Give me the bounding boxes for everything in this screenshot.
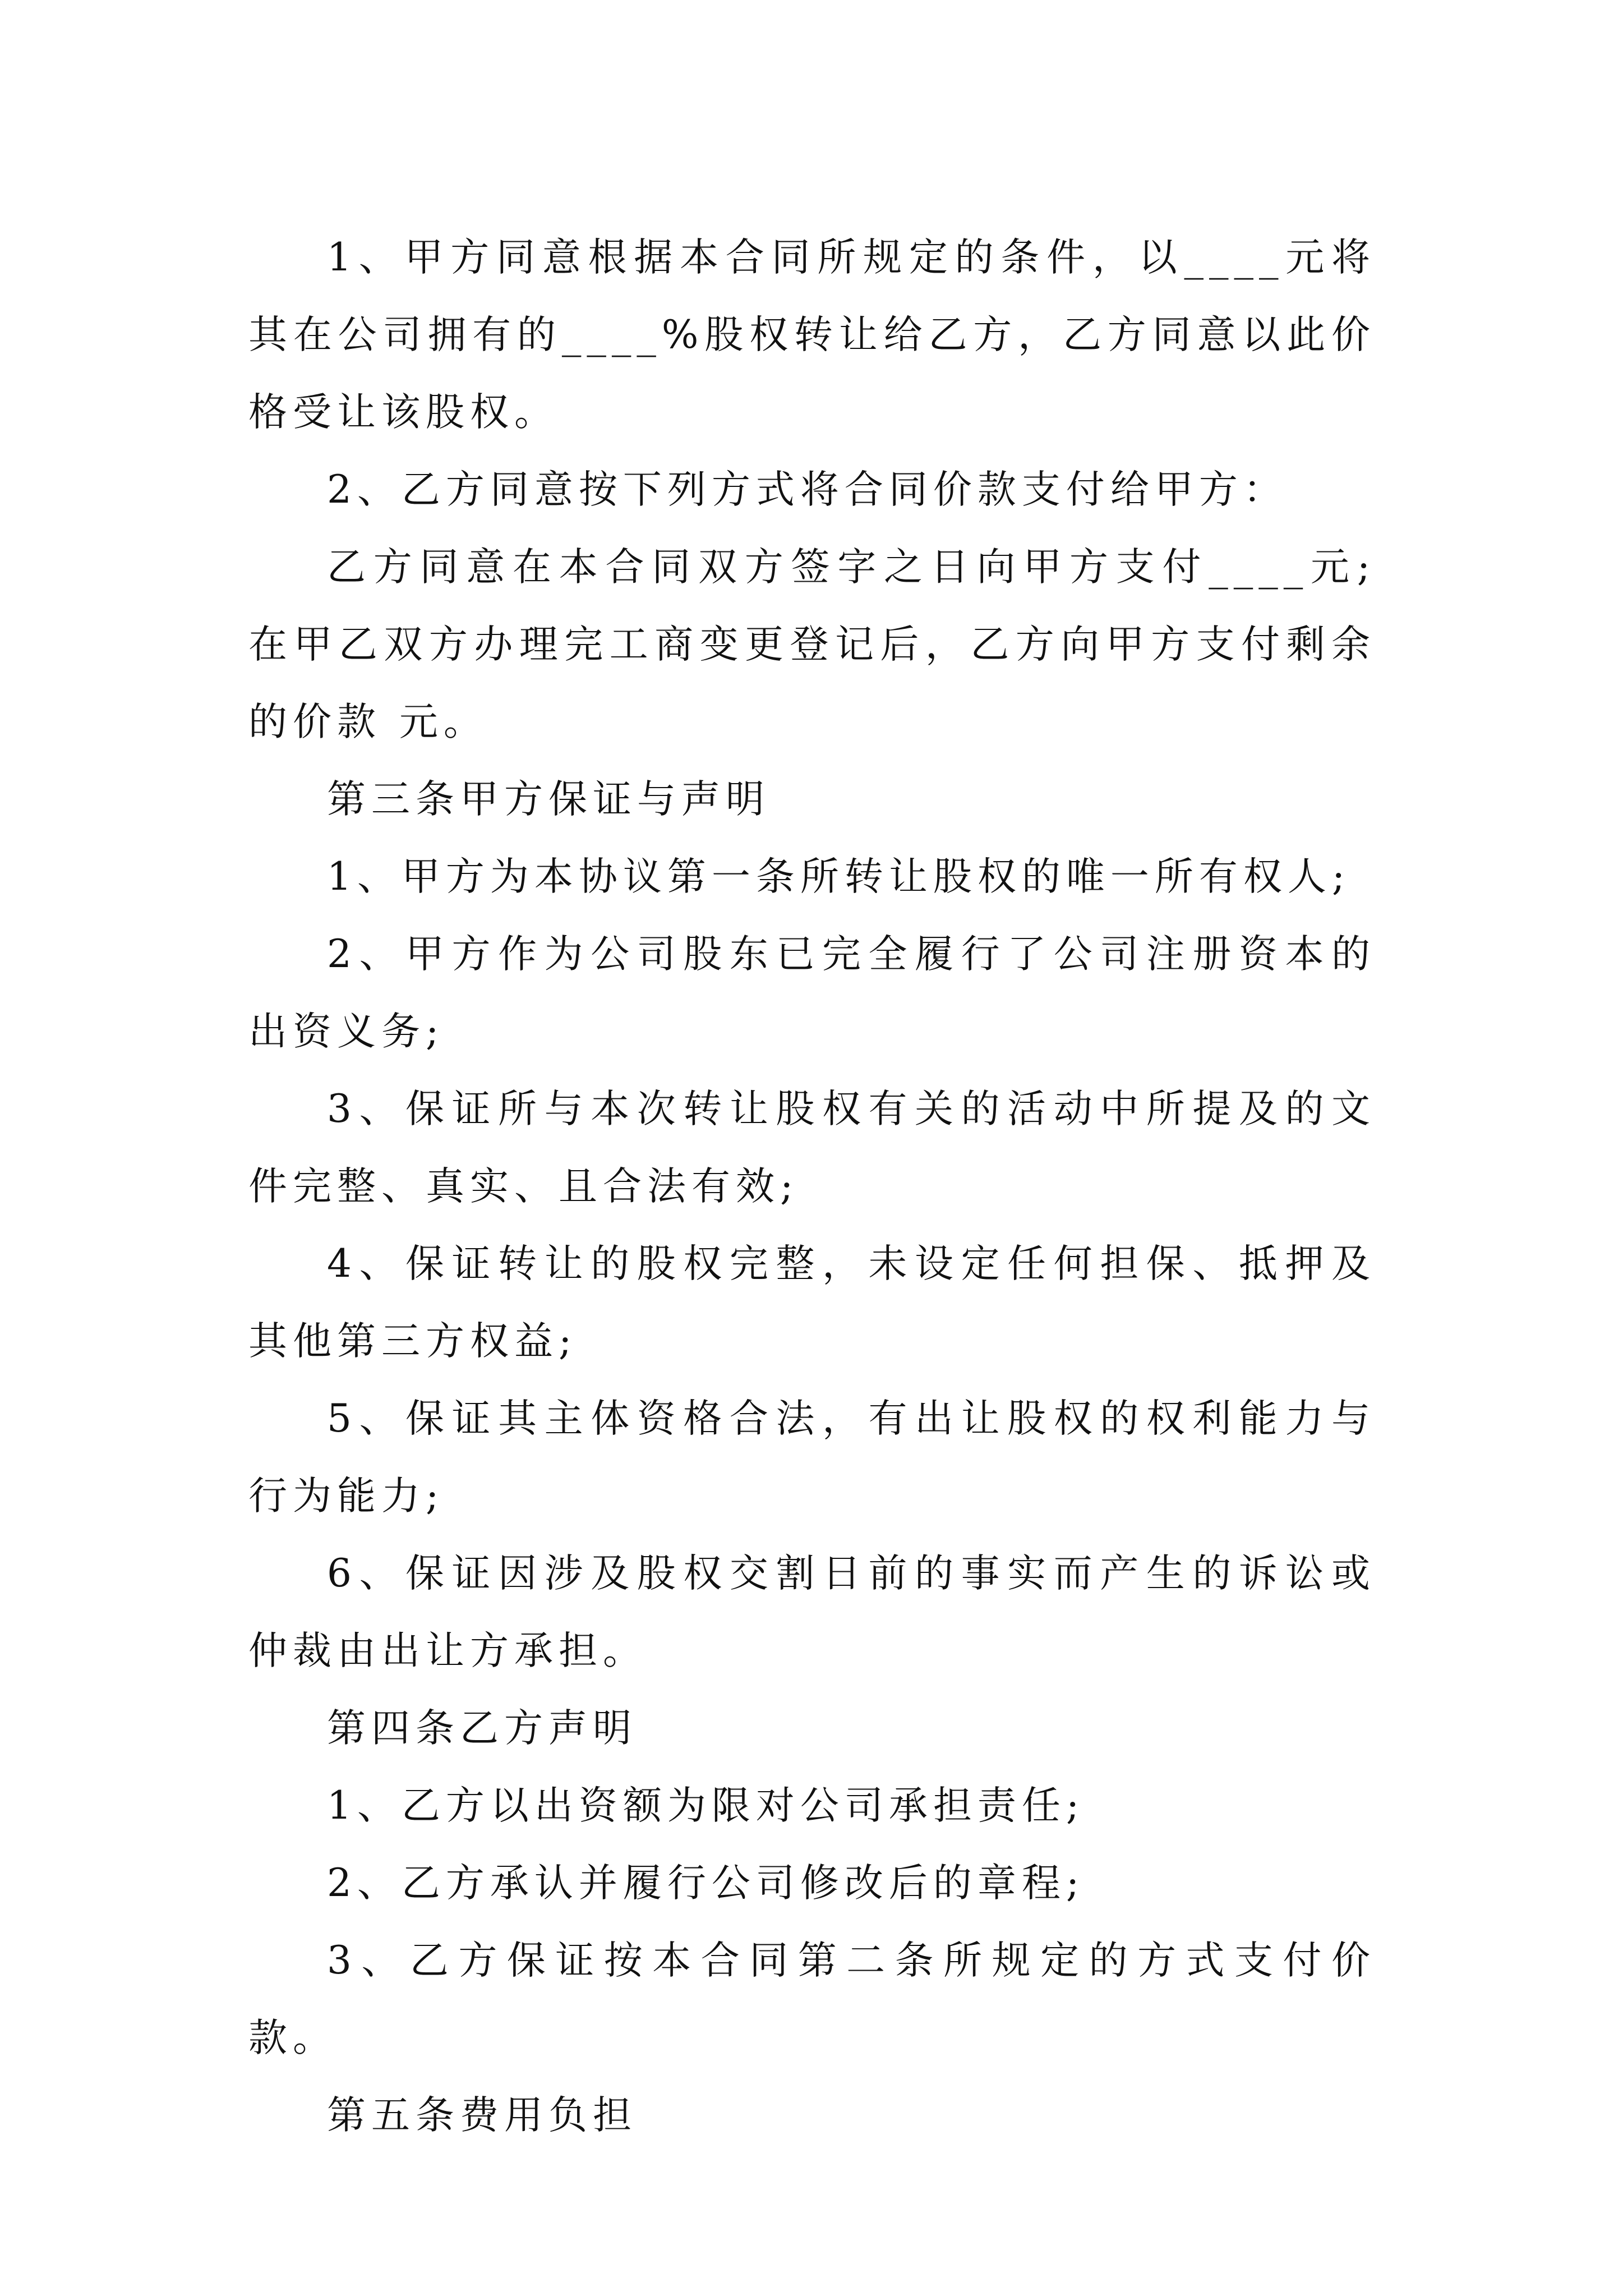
paragraph-transfer-price: 1、甲方同意根据本合同所规定的条件，以____元将其在公司拥有的____%股权转让给乙方，乙方同意以此价格受让该股权。 [248,235,1376,435]
paragraph-payment-terms: 乙方同意在本合同双方签字之日向甲方支付____元;在甲乙双方办理完工商变更登记后，乙方向甲方支付剩余的价款 元。 [248,545,1376,744]
clause-4-3: 3、乙方保证按本合同第二条所规定的方式支付价款。 [248,1938,1376,2060]
clause-3-5: 5、保证其主体资格合法，有出让股权的权利能力与行为能力; [248,1396,1376,1519]
clause-3-2: 2、甲方作为公司股东已完全履行了公司注册资本的出资义务; [248,932,1376,1054]
section-heading-article-3: 第三条甲方保证与声明 [327,777,770,822]
section-heading-article-5: 第五条费用负担 [327,2093,637,2138]
section-heading-article-4: 第四条乙方声明 [327,1706,637,1751]
document-body [248,219,1376,2154]
clause-3-3: 3、保证所与本次转让股权有关的活动中所提及的文件完整、真实、且合法有效; [248,1087,1376,1209]
clause-3-6: 6、保证因涉及股权交割日前的事实而产生的诉讼或仲裁由出让方承担。 [248,1551,1376,1673]
clause-4-2: 2、乙方承认并履行公司修改后的章程; [327,1861,1085,1906]
clause-4-1: 1、乙方以出资额为限对公司承担责任; [327,1783,1085,1828]
clause-3-4: 4、保证转让的股权完整，未设定任何担保、抵押及其他第三方权益; [248,1241,1376,1364]
paragraph-payment-method: 2、乙方同意按下列方式将合同价款支付给甲方： [327,467,1288,512]
clause-3-1: 1、甲方为本协议第一条所转让股权的唯一所有权人; [327,854,1351,899]
